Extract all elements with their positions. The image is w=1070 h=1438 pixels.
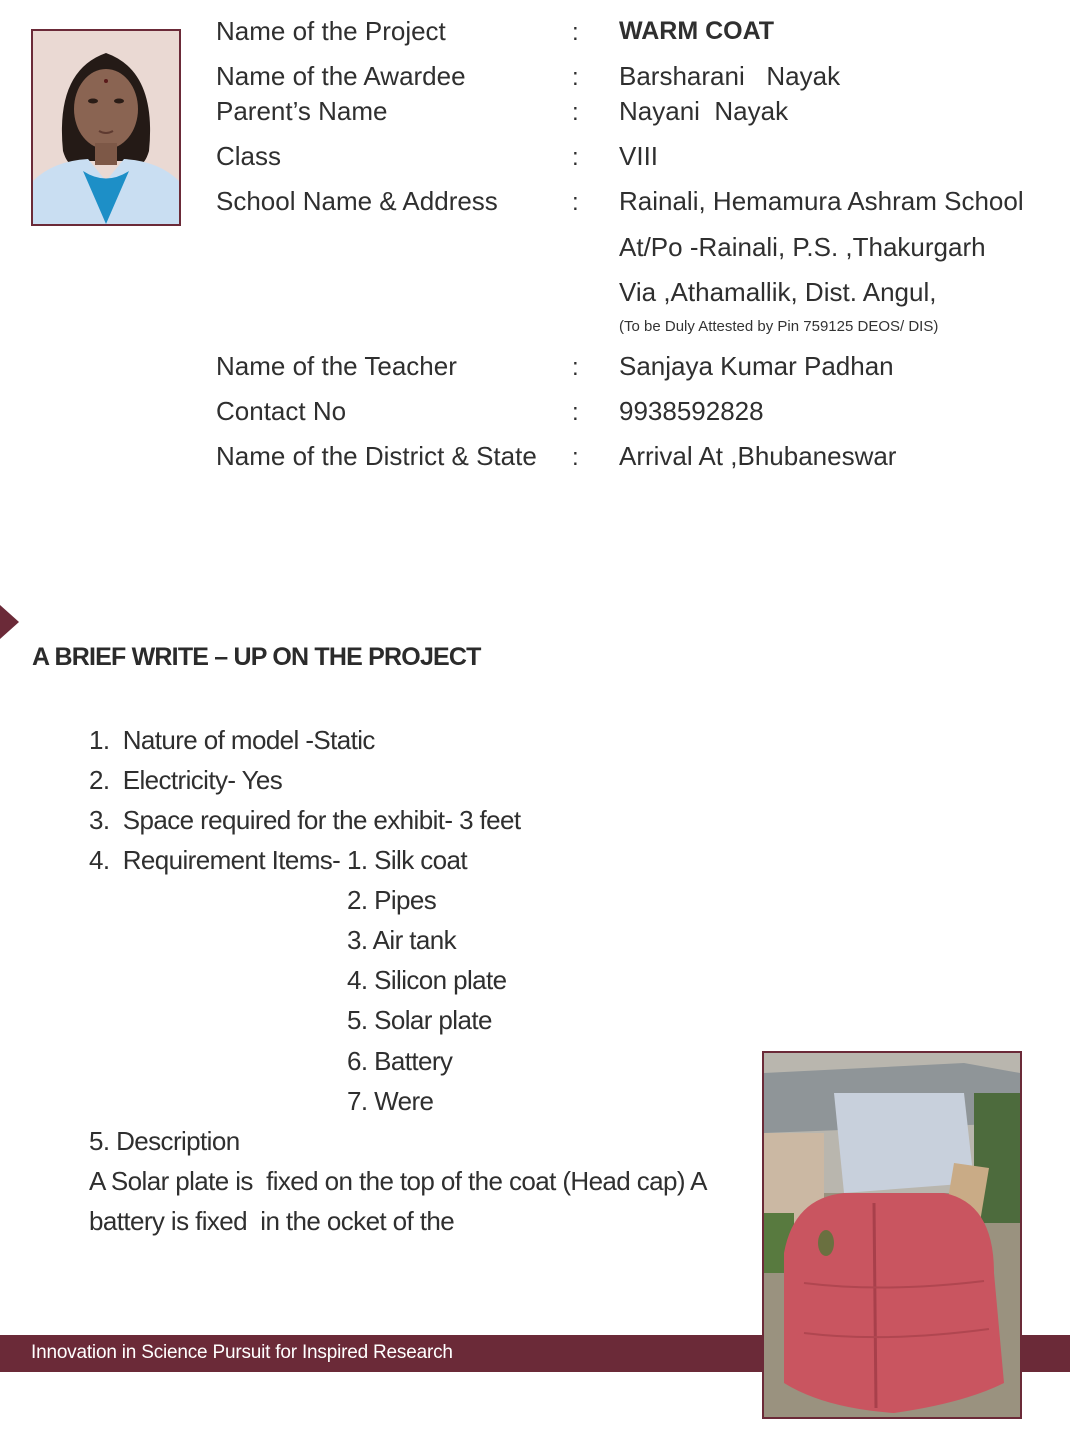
attest-note: (To be Duly Attested by Pin 759125 DEOS/ DIS) <box>619 318 939 335</box>
label-parent-name: Parent’s Name <box>216 96 388 126</box>
label-awardee-name: Name of the Awardee <box>216 61 466 91</box>
label-contact-no: Contact No <box>216 396 347 426</box>
value-school-name: Rainali, Hemamura Ashram School <box>619 186 1024 216</box>
value-project-name: WARM COAT <box>619 17 775 45</box>
section-heading: A BRIEF WRITE – UP ON THE PROJECT <box>32 643 481 671</box>
value-class: VIII <box>619 141 659 171</box>
awardee-photo <box>31 29 181 226</box>
description-line: battery is fixed in the ocket of the <box>89 1206 455 1236</box>
value-district-state: Arrival At ,Bhubaneswar <box>619 441 897 471</box>
separator-colon: : <box>572 99 579 126</box>
portrait-photo-icon <box>33 31 179 224</box>
requirement-item: 3. Air tank <box>347 925 457 955</box>
value-parent-name: Nayani Nayak <box>619 96 789 126</box>
description-heading: 5. Description <box>89 1126 240 1156</box>
label-teacher-name: Name of the Teacher <box>216 351 457 381</box>
requirement-item: 7. Were <box>347 1086 434 1116</box>
requirement-item: 2. Pipes <box>347 885 437 915</box>
label-district-state: Name of the District & State <box>216 441 537 471</box>
label-project-name: Name of the Project <box>216 16 446 46</box>
separator-colon: : <box>572 144 579 171</box>
writeup-item: 1. Nature of model -Static <box>89 725 375 755</box>
writeup-item: 3. Space required for the exhibit- 3 feet <box>89 805 521 835</box>
separator-colon: : <box>572 399 579 426</box>
label-class: Class <box>216 141 282 171</box>
separator-colon: : <box>572 444 579 471</box>
separator-colon: : <box>572 354 579 381</box>
section-arrow-icon <box>0 605 19 639</box>
value-address-line: Via ,Athamallik, Dist. Angul, <box>619 277 937 307</box>
value-contact-no: 9938592828 <box>619 396 764 426</box>
requirement-item: 5. Solar plate <box>347 1005 492 1035</box>
value-address-line: At/Po -Rainali, P.S. ,Thakurgarh <box>619 232 986 262</box>
separator-colon: : <box>572 19 579 46</box>
separator-colon: : <box>572 189 579 216</box>
requirement-item: 4. Silicon plate <box>347 965 507 995</box>
requirement-item: 1. Silk coat <box>347 845 467 875</box>
warm-coat-photo-icon <box>764 1053 1020 1417</box>
writeup-item: 4. Requirement Items- <box>89 845 341 875</box>
label-school-address: School Name & Address <box>216 186 498 216</box>
requirement-item: 6. Battery <box>347 1046 453 1076</box>
value-awardee-name: Barsharani Nayak <box>619 61 841 91</box>
writeup-item: 2. Electricity- Yes <box>89 765 283 795</box>
description-line: A Solar plate is fixed on the top of the coat (Head cap) A <box>89 1166 707 1196</box>
separator-colon: : <box>572 64 579 91</box>
value-teacher-name: Sanjaya Kumar Padhan <box>619 351 894 381</box>
footer-tagline: Innovation in Science Pursuit for Inspired Research <box>31 1342 453 1363</box>
project-photo <box>762 1051 1022 1419</box>
